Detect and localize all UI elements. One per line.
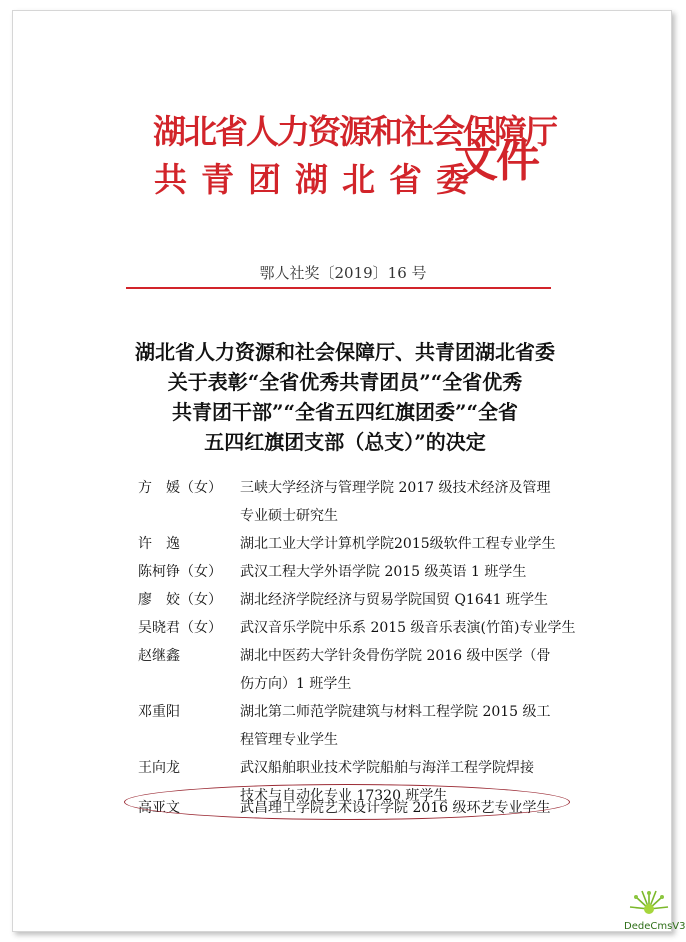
affiliation-line: 武汉音乐学院中乐系 2015 级音乐表演(竹笛)专业学生 [240,620,576,636]
honoree-affiliation [240,698,558,754]
title-line-2: 关于表彰“全省优秀共青团员”“全省优秀 [167,370,523,394]
document-number: 鄂人社奖〔2019〕16 号 [259,264,427,282]
honoree-affiliation [240,586,558,614]
affiliation-line: 湖北中医药大学针灸骨伤学院 2016 级中医学（骨 [240,648,551,664]
honoree-name: 陈柯铮（女） [138,564,222,580]
honoree-name: 邓重阳 [138,704,180,720]
affiliation-line: 湖北第二师范学院建筑与材料工程学院 2015 级工 [240,704,551,720]
red-divider-line [126,287,551,289]
affiliation-line: 武汉船舶职业技术学院船舶与海洋工程学院焊接 [240,760,534,776]
affiliation-line: 三峡大学经济与管理学院 2017 级技术经济及管理 [240,480,551,496]
honoree-affiliation [240,614,576,642]
honoree-name: 吴晓君（女） [138,620,222,636]
issuer-line-2: 共青团湖北省委 [154,160,483,199]
affiliation-line: 湖北工业大学计算机学院2015级软件工程专业学生 [240,536,556,552]
honoree-name: 许 逸 [138,536,180,552]
honoree-name: 王向龙 [138,760,180,776]
affiliation-line: 伤方向）1 班学生 [240,676,352,692]
title-line-1: 湖北省人力资源和社会保障厅、共青团湖北省委 [135,340,555,364]
honoree-name: 高亚文 [138,800,180,816]
affiliation-line: 湖北经济学院经济与贸易学院国贸 Q1641 班学生 [240,592,549,608]
honoree-name: 赵继鑫 [138,648,180,664]
affiliation-line: 武汉工程大学外语学院 2015 级英语 1 班学生 [240,564,527,580]
honoree-affiliation [240,642,558,698]
issuer-line-1: 湖北省人力资源和社会保障厅 [153,112,556,151]
affiliation-line: 专业硕士研究生 [240,508,338,524]
document-type-suffix: 文件 [454,136,538,187]
affiliation-line: 程管理专业学生 [240,732,338,748]
highlight-ellipse [124,784,570,820]
title-line-4: 五四红旗团支部（总支）”的决定 [204,430,486,454]
title-line-3: 共青团干部”“全省五四红旗团委”“全省 [171,400,518,424]
watermark-text: DedeCmsV3 [624,921,686,932]
honoree-name: 廖 姣（女） [138,592,222,608]
honoree-affiliation [240,530,558,558]
affiliation-line: 武昌理工学院艺术设计学院 2016 级环艺专业学生 [240,800,551,816]
honoree-affiliation [240,558,558,586]
affiliation-line: 技术与自动化专业 17320 班学生 [240,788,448,804]
honoree-name: 方 媛（女） [138,480,222,496]
honoree-affiliation [240,474,558,530]
